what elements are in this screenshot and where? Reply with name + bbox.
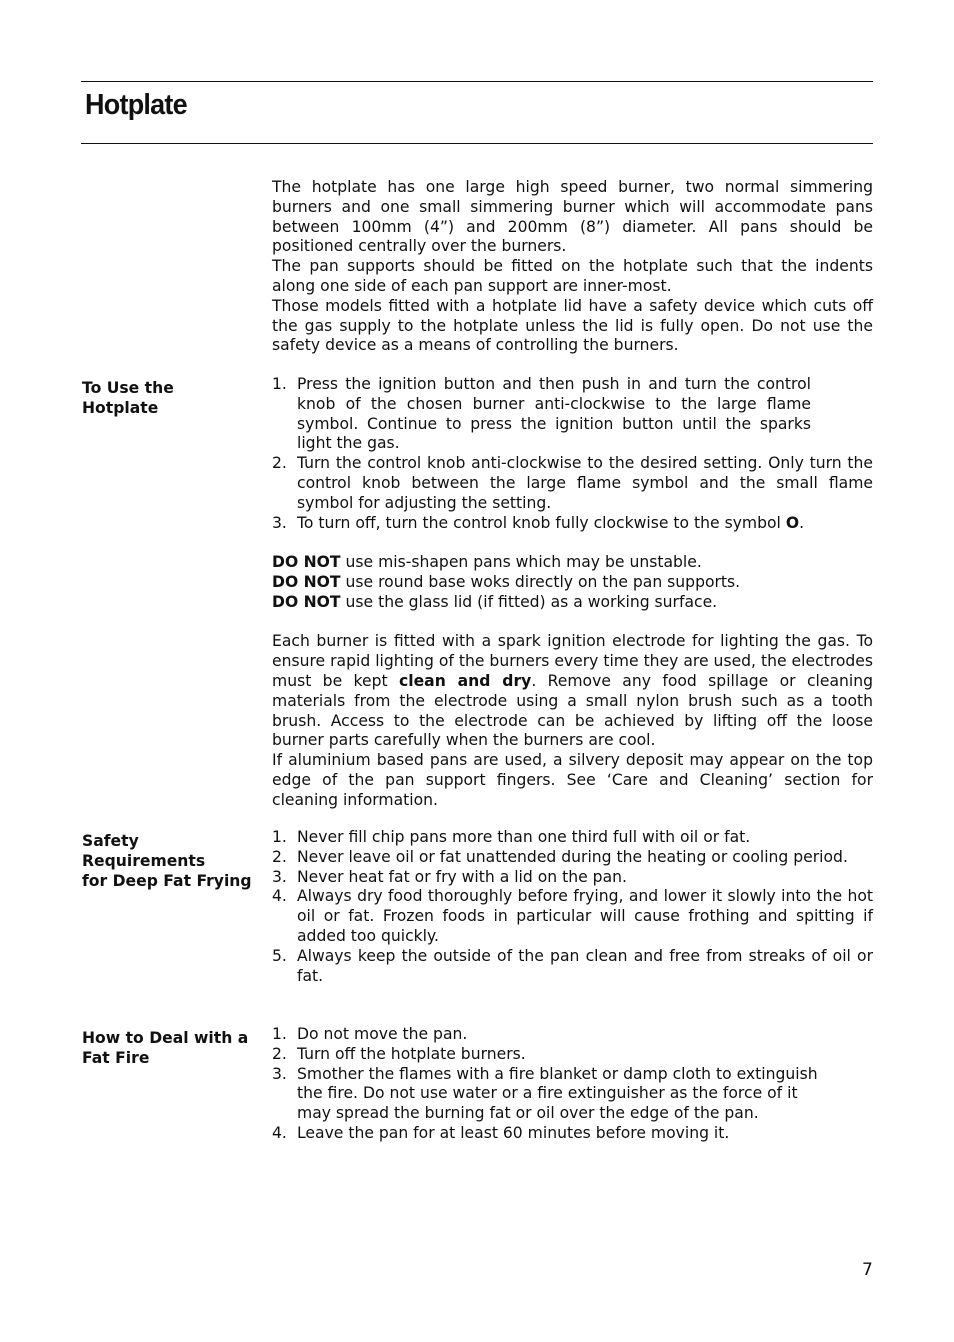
item-text: Never leave oil or fat unattended during the heating or cooling period.	[297, 847, 848, 866]
item-text: Do not move the pan.	[297, 1025, 468, 1043]
page-title: Hotplate	[85, 89, 187, 121]
item-text: Leave the pan for at least 60 minutes before moving it.	[297, 1123, 730, 1142]
list-item	[272, 514, 873, 534]
item-number: 4.	[272, 887, 287, 906]
list-item	[272, 887, 873, 946]
header-bottom-rule	[81, 143, 873, 144]
heading-line: How to Deal with a	[82, 1029, 249, 1047]
item-text: Always keep the outside of the pan clean and free from streaks of oil or fat.	[297, 946, 873, 985]
deep-fat-section	[272, 828, 873, 986]
item-number: 2.	[272, 1044, 287, 1063]
item-text: Always dry food thoroughly before frying, and lower it slowly into the hot oil or fat. Frozen foods in particular will cause frothing and spitting if added too quickly.	[297, 887, 873, 945]
deep-fat-heading	[82, 832, 257, 891]
off-symbol: O	[785, 513, 800, 532]
list-item	[272, 1045, 873, 1065]
item-text: Turn the control knob anti-clockwise to the desired setting. Only turn the control knob between the large flame symbol and the small flame symbol for adjusting the setting.	[297, 454, 873, 512]
intro-paragraph: Those models fitted with a hotplate lid have a safety device which cuts off the gas supply to the hotplate unless the lid is fully open. Do not use the safety device as a means of controlling the burners.	[272, 296, 873, 355]
heading-line: Safety	[82, 832, 139, 850]
item-text: Never heat fat or fry with a lid on the pan.	[297, 867, 627, 886]
item-number: 2.	[272, 847, 287, 866]
aluminium-paragraph: If aluminium based pans are used, a silvery deposit may appear on the top edge of the pan support fingers. See ‘Care and Cleaning’ section for cleaning information.	[272, 751, 873, 809]
fat-fire-heading	[82, 1029, 257, 1069]
heading-line: Fat Fire	[82, 1048, 150, 1067]
page-number: 7	[862, 1260, 873, 1280]
warning-label: DO NOT	[272, 592, 341, 611]
warning-text: use round base woks directly on the pan supports.	[340, 572, 741, 591]
item-number: 1.	[272, 375, 287, 393]
intro-section	[272, 178, 873, 356]
fat-fire-steps	[272, 1025, 873, 1144]
item-text: Press the ignition button and then push in and turn the control knob of the chosen burner anti-clockwise to the large flame symbol. Continue to press the ignition button until the sparks light the gas.	[297, 375, 811, 453]
list-item	[272, 947, 873, 987]
warning-label: DO NOT	[272, 572, 341, 591]
item-text: Turn off the hotplate burners.	[297, 1044, 526, 1063]
electrode-paragraph	[272, 632, 873, 751]
list-item	[272, 1065, 873, 1124]
item-text: Smother the flames with a fire blanket or damp cloth to extinguish the fire. Do not use water or a fire extinguisher as the force of it may spread the burning fat or oil over the edge of the pan.	[297, 1064, 818, 1123]
warning-text: use mis-shapen pans which may be unstable.	[340, 553, 702, 572]
intro-paragraph: The pan supports should be fitted on the hotplate such that the indents along one side of each pan support are inner-most.	[272, 257, 873, 295]
item-number: 3.	[272, 1064, 287, 1083]
warning-line	[272, 573, 873, 593]
list-item	[272, 868, 873, 888]
list-item	[272, 848, 873, 868]
electrode-text-end: . Remove any food spillage or cleaning materials from the electrode using a small nylon brush such as a tooth brush. Access to the electrode can be achieved by lifting off the loose burner parts carefully when the burners are cool.	[272, 671, 874, 750]
list-item	[272, 828, 873, 848]
use-hotplate-section	[272, 375, 873, 811]
item-number: 5.	[272, 946, 287, 965]
item-number: 1.	[272, 828, 287, 846]
item-number: 3.	[272, 513, 287, 532]
list-item	[272, 375, 873, 454]
heading-line: Hotplate	[82, 398, 159, 417]
header-top-rule	[81, 81, 873, 82]
item-text: To turn off, turn the control knob fully clockwise to the symbol	[297, 513, 786, 532]
fat-fire-section	[272, 1025, 873, 1144]
electrode-emphasis: clean and dry	[399, 671, 532, 690]
list-item	[272, 1124, 873, 1144]
item-number: 4.	[272, 1123, 287, 1142]
list-item	[272, 454, 873, 513]
heading-line: To Use the	[82, 379, 174, 397]
heading-line: for Deep Fat Frying	[82, 871, 252, 890]
heading-line: Requirements	[82, 851, 206, 870]
item-number: 2.	[272, 454, 287, 473]
item-text-end: .	[799, 513, 805, 532]
use-hotplate-heading	[82, 379, 257, 419]
item-text: Never fill chip pans more than one third full with oil or fat.	[297, 828, 751, 846]
electrode-text: Each burner is fitted with a spark ignition electrode for lighting the gas. To ensure rapid lighting of the burners every time they are used, the electrodes must be kept	[272, 632, 873, 690]
item-number: 3.	[272, 867, 287, 886]
deep-fat-steps	[272, 828, 873, 986]
intro-paragraph: The hotplate has one large high speed burner, two normal simmering burners and one small simmering burner which will accommodate pans between 100mm (4”) and 200mm (8”) diameter. All pans should be positioned centrally over the burners.	[272, 178, 873, 256]
list-item	[272, 1025, 873, 1045]
warning-line	[272, 553, 873, 573]
warning-label: DO NOT	[272, 553, 341, 572]
warning-line	[272, 593, 873, 613]
warning-text: use the glass lid (if fitted) as a working surface.	[340, 592, 718, 611]
use-hotplate-steps	[272, 375, 873, 533]
item-number: 1.	[272, 1025, 287, 1043]
